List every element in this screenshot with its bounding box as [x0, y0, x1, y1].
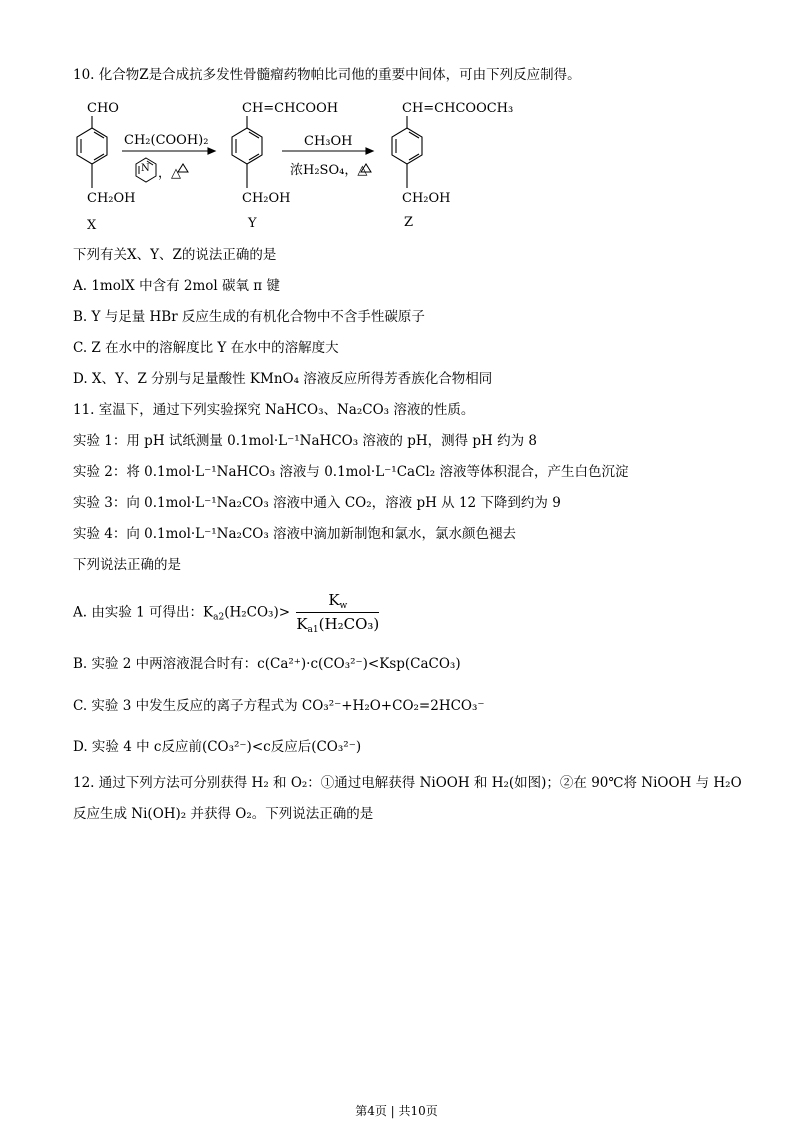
q10-intro: 10. 化合物Z是合成抗多发性骨髓瘤药物帕比司他的重要中间体，可由下列反应制得。	[73, 67, 581, 83]
q10-option-b: B. Y 与足量 HBr 反应生成的有机化合物中不含手性碳原子	[73, 309, 425, 325]
reaction-arrow-1	[122, 148, 215, 154]
reaction-scheme	[60, 96, 540, 241]
q11-option-c: C. 实验 3 中发生反应的离子方程式为 CO₃²⁻+H₂O+CO₂=2HCO₃⁻	[73, 698, 485, 714]
q10-option-c: C. Z 在水中的溶解度比 Y 在水中的溶解度大	[73, 340, 339, 356]
y-bottom-group: CH₂OH	[242, 191, 291, 206]
y-label: Y	[248, 216, 257, 231]
benzene-ring-y	[232, 116, 262, 188]
q11-intro: 11. 室温下，通过下列实验探究 NaHCO₃、Na₂CO₃ 溶液的性质。	[73, 402, 475, 418]
q10-option-a: A. 1molX 中含有 2mol 碳氧 π 键	[73, 278, 280, 294]
benzene-ring-z	[392, 116, 422, 188]
q11-option-b: B. 实验 2 中两溶液混合时有：c(Ca²⁺)·c(CO₃²⁻)<Ksp(CaCO₃)	[73, 656, 461, 672]
y-top-group: CH=CHCOOH	[242, 101, 339, 116]
q11-exp1: 实验 1：用 pH 试纸测量 0.1mol·L⁻¹NaHCO₃ 溶液的 pH，测得 pH 约为 8	[73, 433, 537, 449]
z-top-group: CH=CHCOOCH₃	[402, 101, 514, 116]
kw-fraction: $\frac{K_w}{K_{a1}(H_2CO_3)}$	[296, 591, 380, 635]
q12-line1: 12. 通过下列方法可分别获得 H₂ 和 O₂：①通过电解获得 NiOOH 和 H₂(如图)；②在 90℃将 NiOOH 与 H₂O	[73, 775, 742, 791]
x-top-group: CHO	[87, 101, 119, 116]
arrow1-reagent: CH₂(COOH)₂	[124, 133, 209, 148]
opt-a-prefix: A. 由实验 1 可得出：K	[73, 604, 214, 621]
arrow2-condition: 浓H₂SO₄，△	[290, 163, 368, 178]
q11-option-d: D. 实验 4 中 c反应前(CO₃²⁻)<c反应后(CO₃²⁻)	[73, 739, 362, 755]
fraction-numerator: K	[328, 591, 340, 609]
benzene-ring-x	[77, 116, 107, 188]
z-label: Z	[404, 215, 414, 230]
q10-question: 下列有关X、Y、Z的说法正确的是	[73, 247, 277, 263]
pyridine-n: N	[141, 163, 150, 174]
q11-exp4: 实验 4：向 0.1mol·L⁻¹Na₂CO₃ 溶液中滴加新制饱和氯水，氯水颜色褪去	[73, 526, 517, 542]
arrow1-condition: ，△	[158, 166, 181, 181]
q11-exp2: 实验 2：将 0.1mol·L⁻¹NaHCO₃ 溶液与 0.1mol·L⁻¹CaCl₂ 溶液等体积混合，产生白色沉淀	[73, 464, 629, 480]
z-bottom-group: CH₂OH	[402, 191, 451, 206]
page-footer: 第4页 | 共10页	[355, 1104, 438, 1118]
q12-line2: 反应生成 Ni(OH)₂ 并获得 O₂。下列说法正确的是	[73, 806, 374, 822]
q11-option-a: A. 由实验 1 可得出：$K_{a2}(H_2CO_3)>$ $\frac{K_w}{K_{a1}(H_2CO_3)}$	[73, 591, 380, 635]
q11-exp3: 实验 3：向 0.1mol·L⁻¹Na₂CO₃ 溶液中通入 CO₂，溶液 pH 从 12 下降到约为 9	[73, 495, 561, 511]
x-bottom-group: CH₂OH	[87, 191, 136, 206]
fraction-denominator: K	[296, 615, 308, 633]
x-label: X	[87, 218, 97, 233]
opt-a-mid: (H₂CO₃)>	[224, 604, 291, 621]
q11-question: 下列说法正确的是	[73, 557, 181, 573]
arrow2-reagent: CH₃OH	[304, 134, 353, 149]
q10-option-d: D. X、Y、Z 分别与足量酸性 KMnO₄ 溶液反应所得芳香族化合物相同	[73, 371, 493, 387]
